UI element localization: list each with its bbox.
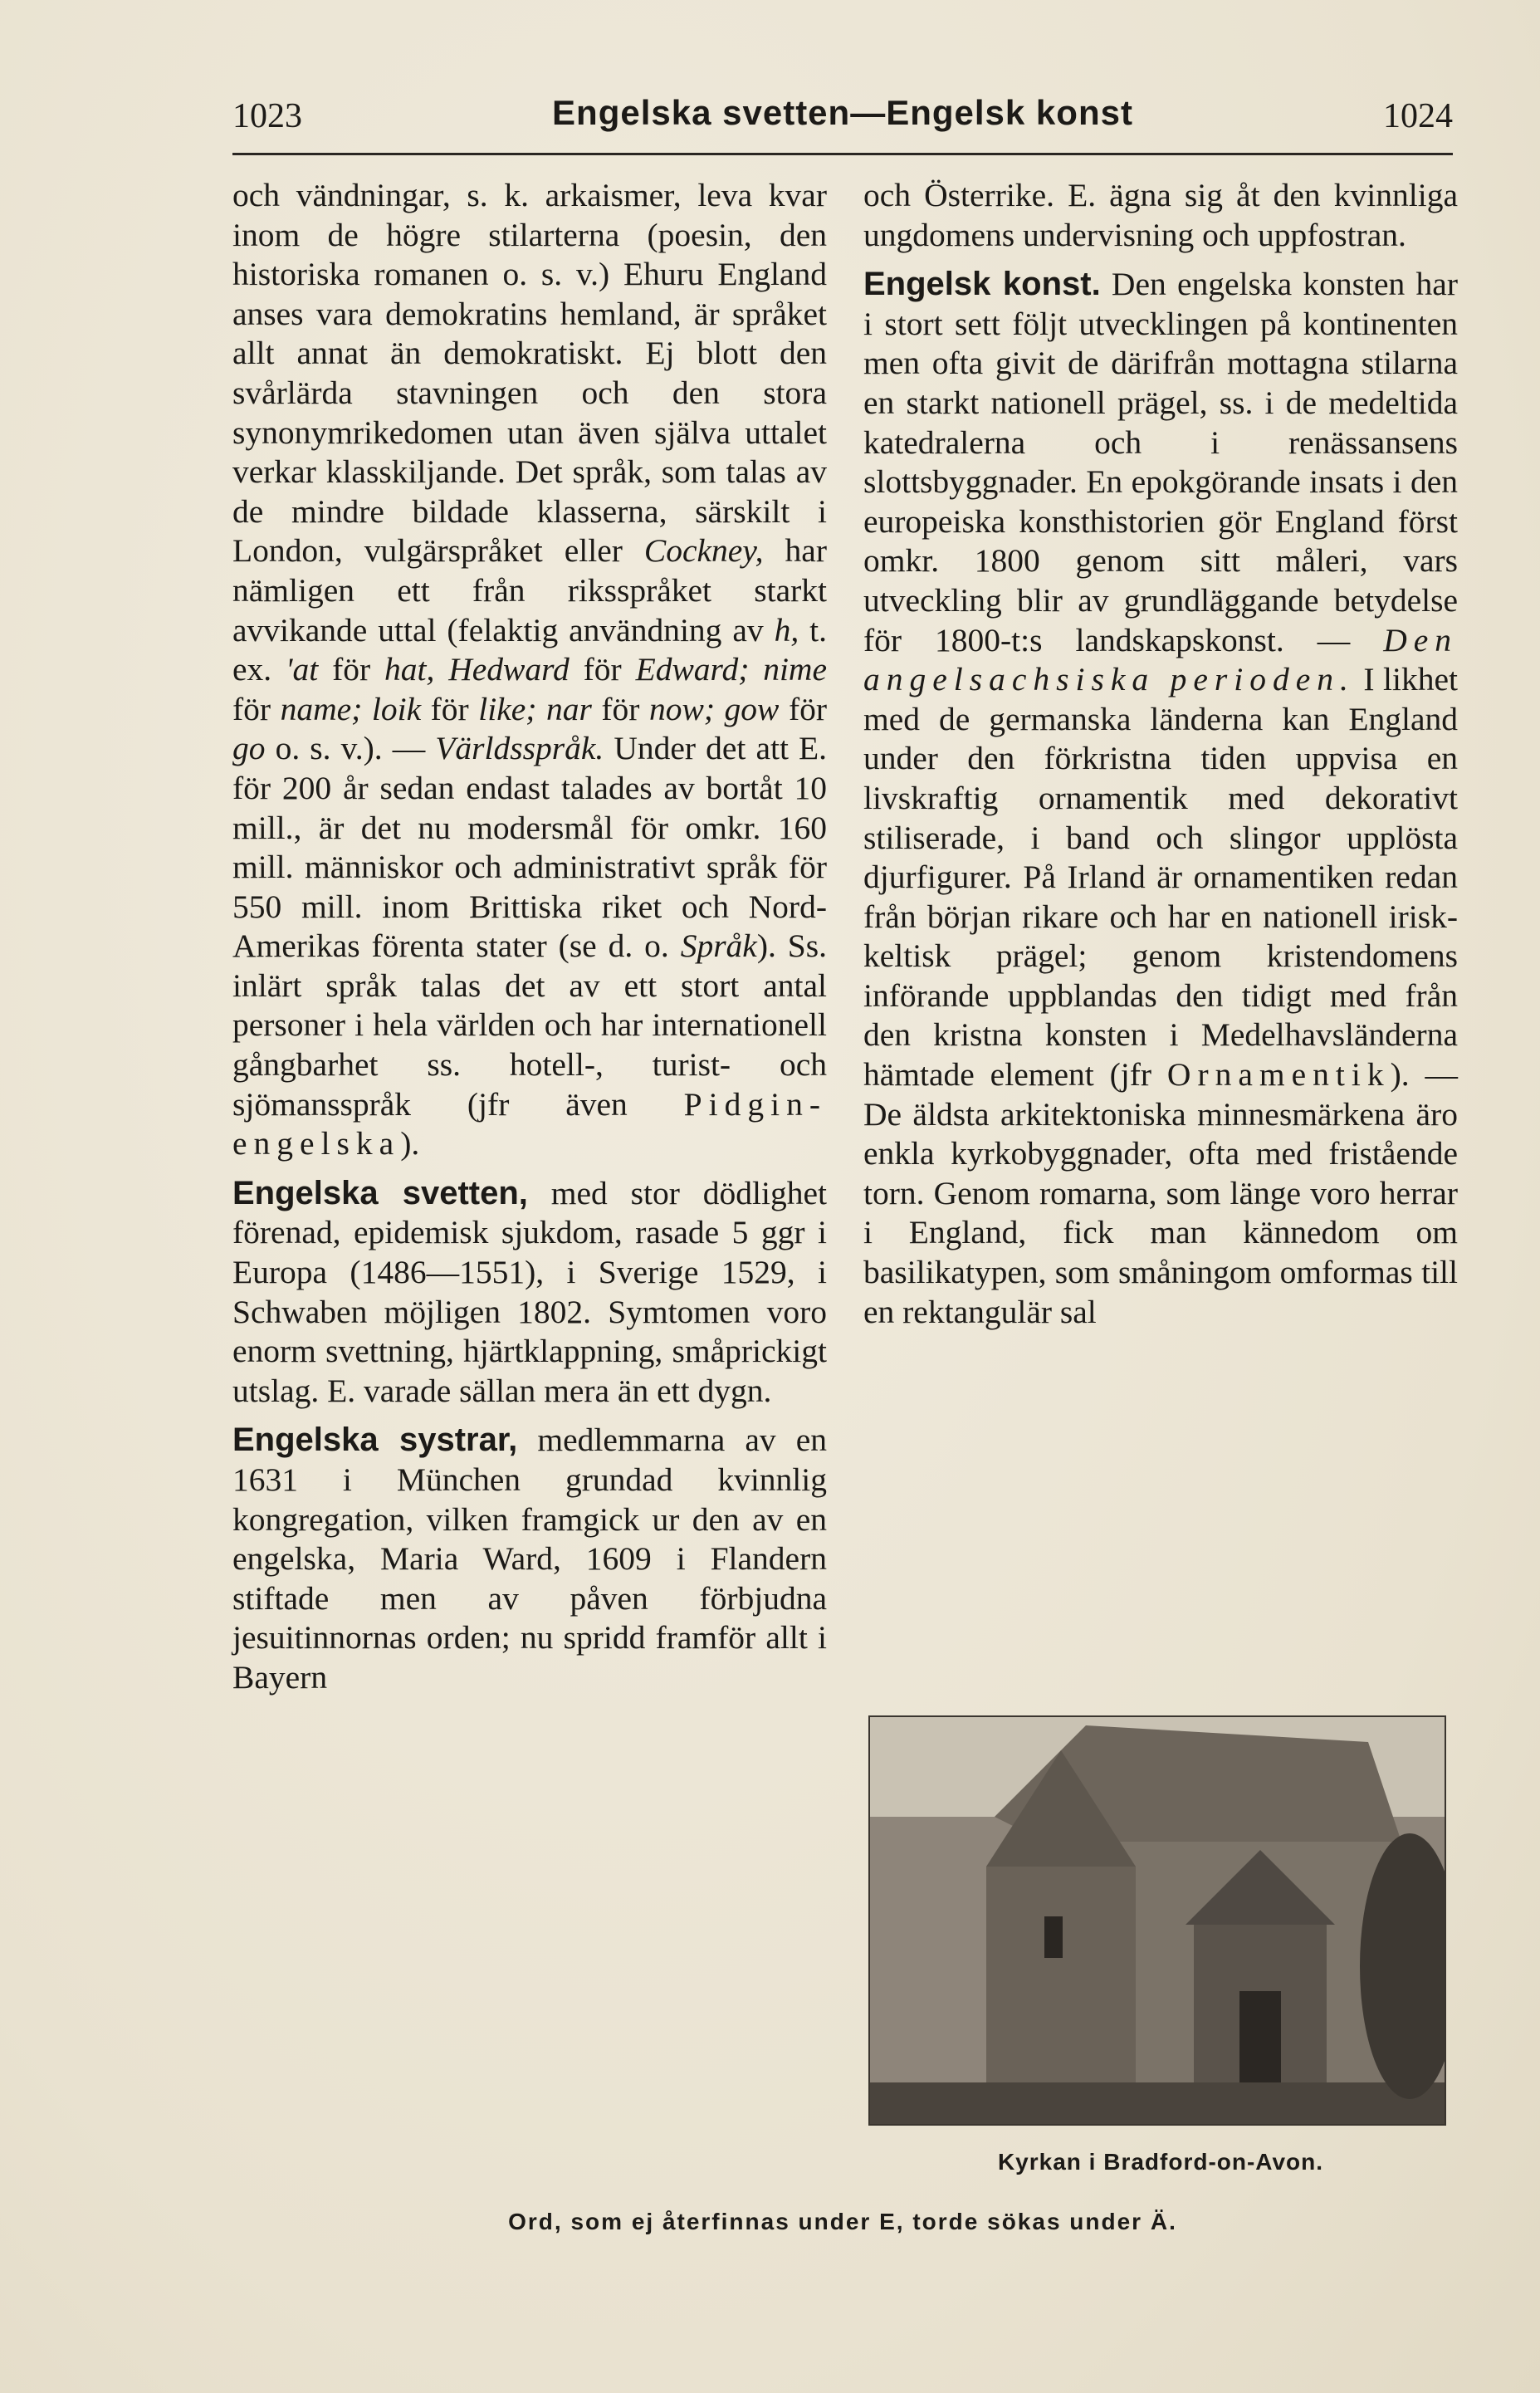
- left-column: [232, 176, 827, 1698]
- header-rule: [232, 153, 1453, 155]
- page-header: [232, 90, 1453, 148]
- entry-engelska-svetten: Engelska svetten, med stor dödlighet förenad, epidemisk sjukdom, rasade 5 ggr i Europa (1486—1551), i Sverige 1529, i Schwaben möjligen 1802. Symtomen voro enorm svettning, hjärtklappning, småprickigt utslag. E. varade sällan mera än ett dygn.: [232, 1174, 827, 1409]
- church-photograph: [868, 1715, 1446, 2126]
- entry-engelsk-konst: Engelsk konst. Den engelska konsten har i stort sett följt utvecklingen på kontinenten men ofta givit de därifrån mottagna stilarna en starkt nationell prägel, ss. i de medeltida katedralerna och i renässansens slottsbyggnader. En epokgörande insats i den europeiska konsthistorien gör England först omkr. 1800 genom sitt måleri, vars utveckling blir av grundläggande betydelse för 1800-t:s landskapskonst. — Den angelsachsiska perioden. I likhet med de germanska länderna kan England under den förkristna tiden uppvisa en livskraftig ornamentik med dekorativt stiliserade, i band och slingor upplösta djurfigurer. På Irland är ornamentiken redan från början rikare och har en nationell irisk-keltisk prägel; genom kristendomens införande uppblandas den tidigt med från den kristna konsten i Medelhavsländerna hämtade element (jfr Ornamentik). — De äldsta arkitektoniska minnesmärkena äro enkla kyrkobyggnader, ofta med fristående torn. Genom romarna, som länge voro herrar i England, fick man kännedom om basilikatypen, som småningom omformas till en rektangulär sal: [863, 266, 1459, 1330]
- headword: Engelska svetten,: [232, 1174, 528, 1211]
- paragraph-systrar-cont: och Österrike. E. ägna sig åt den kvinnliga ungdomens undervisning och uppfostran.: [863, 177, 1458, 253]
- paragraph-english-language-cont: och vändningar, s. k. arkaismer, leva kvar inom de högre stilarterna (poesin, den historiska romanen o. s. v.) Ehuru England anses vara demokratins hemland, är språket allt annat än demokratiskt. Ej blott den svårlärda stavningen och den stora synonymrikedomen utan även själva uttalet verkar klasskiljande. Det språk, som talas av de mindre bildade klasserna, särskilt i London, vulgärspråket eller Cockney, har nämligen ett från riksspråket starkt avvikande uttal (felaktig användning av h, t. ex. 'at för hat, Hedward för Edward; nime för name; loik för like; nar för now; gow för go o. s. v.). — Världsspråk. Under det att E. för 200 år sedan endast talades av bortåt 10 mill., är det nu modersmål för omkr. 160 mill. människor och administrativt språk för 550 mill. inom Brittiska riket och Nord-Amerikas förenta stater (se d. o. Språk). Ss. inlärt språk talas det av ett stort antal personer i hela världen och har internationell gångbarhet ss. hotell-, turist- och sjömansspråk (jfr även Pidgin-engelska).: [232, 177, 828, 1162]
- church-illustration: [870, 1717, 1445, 2124]
- page-number-right: 1024: [1383, 97, 1453, 135]
- page-number-left: 1023: [232, 97, 302, 135]
- right-column: [863, 176, 1458, 1332]
- headword: Engelska systrar,: [232, 1422, 518, 1459]
- figure-caption: Kyrkan i Bradford-on-Avon.: [997, 2149, 1324, 2175]
- page-footer-note: Ord, som ej återfinnas under E, torde sökas under Ä.: [508, 2209, 1177, 2234]
- headword: Engelsk konst.: [863, 266, 1101, 303]
- running-title: Engelska svetten—Engelsk konst: [552, 93, 1133, 132]
- entry-engelska-systrar: Engelska systrar, medlemmarna av en 1631 i München grundad kvinnlig kongregation, vilken framgick ur den av en engelska, Maria Ward, 1609 i Flandern stiftade men av påven förbjudna jesuitinnornas orden; nu spridd framför allt i Bayern: [232, 1422, 827, 1696]
